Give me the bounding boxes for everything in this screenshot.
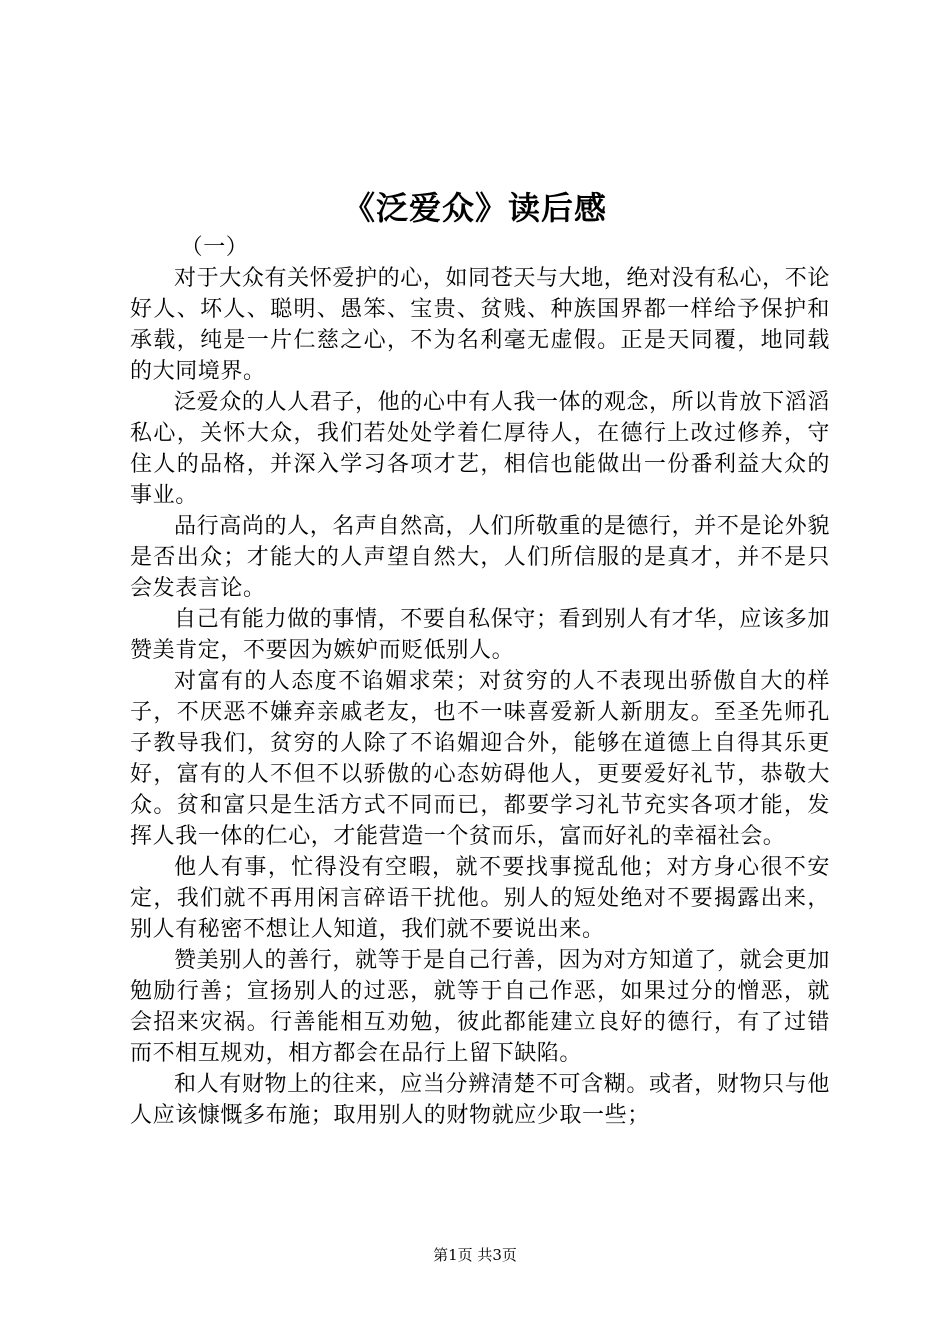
paragraph: 品行高尚的人，名声自然高，人们所敬重的是德行，并不是论外貌是否出众；才能大的人声望自然大，人们所信服的是真才，并不是只会发表言论。 bbox=[130, 514, 830, 601]
paragraph: 赞美别人的善行，就等于是自己行善，因为对方知道了，就会更加勉励行善；宣扬别人的过恶，就等于自己作恶，如果过分的憎恶，就会招来灾祸。行善能相互劝勉，彼此都能建立良好的德行，有了过错而不相互规劝，相方都会在品行上留下缺陷。 bbox=[130, 948, 830, 1066]
document-title: 《泛爱众》读后感 bbox=[342, 189, 607, 227]
paragraph: 他人有事，忙得没有空暇，就不要找事搅乱他；对方身心很不安定，我们就不再用闲言碎语干扰他。别人的短处绝对不要揭露出来，别人有秘密不想让人知道，我们就不要说出来。 bbox=[130, 855, 830, 942]
paragraph: 和人有财物上的往来，应当分辨清楚不可含糊。或者，财物只与他人应该慷慨多布施；取用别人的财物就应少取一些； bbox=[130, 1072, 830, 1128]
paragraph: 自己有能力做的事情，不要自私保守；看到别人有才华，应该多加赞美肯定，不要因为嫉妒而贬低别人。 bbox=[130, 607, 830, 663]
paragraph: 泛爱众的人人君子，他的心中有人我一体的观念，所以肯放下滔滔私心，关怀大众，我们若处处学着仁厚待人，在德行上改过修养，守住人的品格，并深入学习各项才艺，相信也能做出一份番利益大众的事业。 bbox=[130, 390, 830, 508]
paragraph: 对富有的人态度不谄媚求荣；对贫穷的人不表现出骄傲自大的样子，不厌恶不嫌弃亲戚老友，也不一味喜爱新人新朋友。至圣先师孔子教导我们，贫穷的人除了不谄媚迎合外，能够在道德上自得其乐更好，富有的人不但不以骄傲的心态妨碍他人，更要爱好礼节，恭敬大众。贫和富只是生活方式不同而已，都要学习礼节充实各项才能，发挥人我一体的仁心，才能营造一个贫而乐，富而好礼的幸福社会。 bbox=[130, 669, 830, 849]
page-number-footer: 第1页 共3页 bbox=[433, 1246, 517, 1264]
document-body bbox=[130, 232, 830, 1131]
section-label: （一） bbox=[180, 235, 249, 260]
paragraph: 对于大众有关怀爱护的心，如同苍天与大地，绝对没有私心，不论好人、坏人、聪明、愚笨、宝贵、贫贱、种族国界都一样给予保护和承载，纯是一片仁慈之心，不为名利毫无虚假。正是天同覆，地同载的大同境界。 bbox=[130, 266, 830, 384]
